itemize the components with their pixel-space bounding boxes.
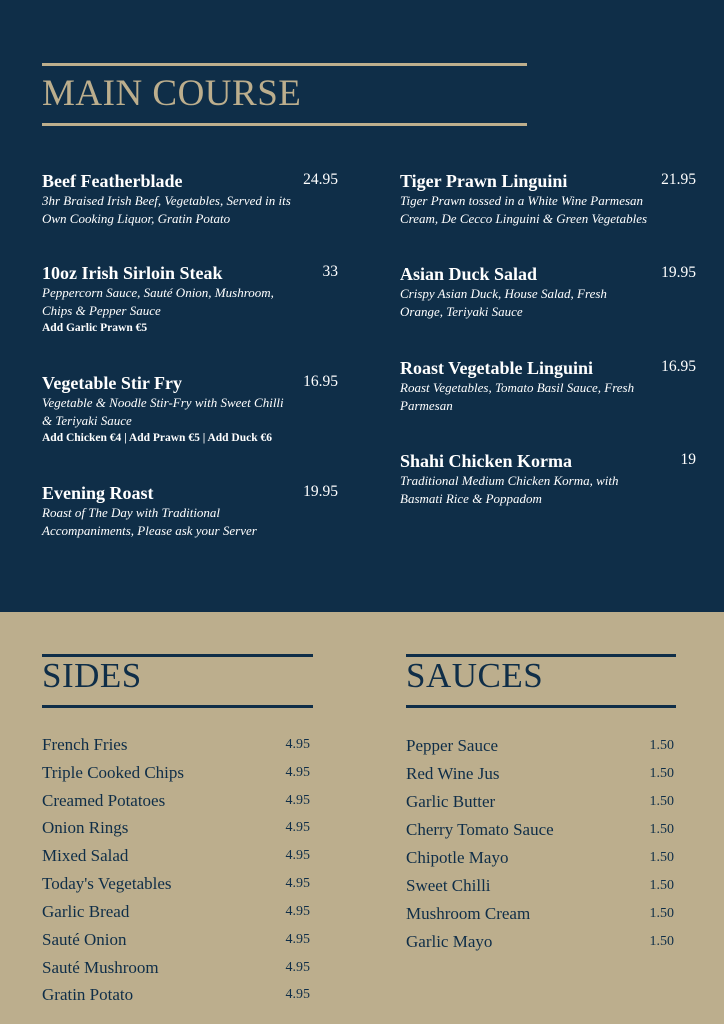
sauces-bottom-rule (406, 705, 676, 708)
menu-item-description: Crispy Asian Duck, House Salad, Fresh Orange, Teriyaki Sauce (400, 286, 607, 319)
menu-item-name: Tiger Prawn Linguini (400, 171, 568, 191)
side-price: 4.95 (285, 876, 310, 891)
sauce-price: 1.50 (649, 934, 674, 949)
side-price: 4.95 (285, 987, 310, 1002)
sauce-price: 1.50 (649, 822, 674, 837)
list-item (406, 763, 674, 791)
sauce-name: Chipotle Mayo (406, 848, 509, 867)
list-item (406, 903, 674, 931)
list-item (42, 984, 310, 1012)
menu-item-name: Roast Vegetable Linguini (400, 358, 594, 378)
sauce-price: 1.50 (649, 738, 674, 753)
sauce-price: 1.50 (649, 906, 674, 921)
sauces-heading: SAUCES (406, 656, 544, 695)
menu-item (400, 450, 696, 507)
menu-item-description: Tiger Prawn tossed in a White Wine Parmesan Cream, De Cecco Linguini & Green Vegetables (400, 193, 648, 226)
sauce-name: Mushroom Cream (406, 904, 531, 923)
menu-item (400, 170, 696, 227)
menu-item (400, 357, 696, 414)
list-item (42, 845, 310, 873)
list-item (406, 735, 674, 763)
menu-item-name: Beef Featherblade (42, 171, 183, 191)
menu-item-name: Shahi Chicken Korma (400, 451, 573, 471)
list-item (42, 790, 310, 818)
list-item (406, 931, 674, 959)
list-item (42, 929, 310, 957)
menu-item-price: 16.95 (303, 373, 338, 390)
side-name: Onion Rings (42, 818, 129, 837)
side-name: Today's Vegetables (42, 874, 172, 893)
menu-item-description: Vegetable & Noodle Stir-Fry with Sweet Chilli & Teriyaki Sauce (42, 395, 284, 428)
list-item (42, 957, 310, 985)
menu-item (42, 170, 338, 227)
menu-item-addon: Add Chicken €4 | Add Prawn €5 | Add Duck €6 (42, 432, 273, 444)
menu-item-description: Roast of The Day with Traditional Accompaniments, Please ask your Server (42, 505, 257, 538)
menu-item-price: 16.95 (661, 358, 696, 375)
menu-item-price: 19.95 (303, 483, 338, 500)
menu-item-description: Peppercorn Sauce, Sauté Onion, Mushroom, Chips & Pepper Sauce (42, 285, 274, 318)
side-price: 4.95 (285, 960, 310, 975)
main-course-heading: MAIN COURSE (42, 73, 302, 114)
sauce-name: Garlic Butter (406, 792, 496, 811)
menu-item-description: 3hr Braised Irish Beef, Vegetables, Served in its Own Cooking Liquor, Gratin Potato (42, 193, 291, 226)
list-item (42, 817, 310, 845)
list-item (42, 734, 310, 762)
menu-item-price: 19 (680, 451, 696, 468)
menu-item-description: Roast Vegetables, Tomato Basil Sauce, Fresh Parmesan (400, 380, 635, 413)
menu-item-description: Traditional Medium Chicken Korma, with Basmati Rice & Poppadom (400, 473, 619, 506)
side-price: 4.95 (285, 765, 310, 780)
menu-item (42, 262, 338, 336)
side-name: Sauté Onion (42, 930, 127, 949)
sauce-price: 1.50 (649, 766, 674, 781)
side-name: Garlic Bread (42, 902, 130, 921)
sauce-price: 1.50 (649, 850, 674, 865)
side-price: 4.95 (285, 904, 310, 919)
list-item (42, 762, 310, 790)
list-item (406, 847, 674, 875)
menu-item-price: 21.95 (661, 171, 696, 188)
sauce-name: Red Wine Jus (406, 764, 500, 783)
side-name: Creamed Potatoes (42, 791, 166, 810)
sauce-name: Pepper Sauce (406, 736, 499, 755)
sauce-price: 1.50 (649, 878, 674, 893)
list-item (406, 819, 674, 847)
menu-item-price: 33 (322, 263, 338, 280)
side-price: 4.95 (285, 793, 310, 808)
sauce-name: Garlic Mayo (406, 932, 493, 951)
side-price: 4.95 (285, 932, 310, 947)
main-course-bottom-rule (42, 123, 527, 126)
sides-heading: SIDES (42, 656, 142, 695)
menu-item (400, 263, 696, 320)
side-name: Gratin Potato (42, 985, 134, 1004)
menu-item-name: Asian Duck Salad (400, 264, 538, 284)
menu-item-price: 19.95 (661, 264, 696, 281)
menu-item (42, 482, 338, 539)
side-name: Mixed Salad (42, 846, 129, 865)
list-item (406, 875, 674, 903)
side-price: 4.95 (285, 820, 310, 835)
sauce-name: Cherry Tomato Sauce (406, 820, 554, 839)
menu-item-price: 24.95 (303, 171, 338, 188)
sauce-name: Sweet Chilli (406, 876, 491, 895)
sides-bottom-rule (42, 705, 313, 708)
side-name: Triple Cooked Chips (42, 763, 185, 782)
main-course-top-rule (42, 63, 527, 66)
list-item (42, 901, 310, 929)
list-item (42, 873, 310, 901)
menu-item-name: Vegetable Stir Fry (42, 373, 182, 393)
side-name: Sauté Mushroom (42, 958, 159, 977)
side-price: 4.95 (285, 737, 310, 752)
menu-item-name: 10oz Irish Sirloin Steak (42, 263, 223, 283)
menu-item (42, 372, 338, 446)
side-name: French Fries (42, 735, 128, 754)
menu-item-name: Evening Roast (42, 483, 154, 503)
menu-item-addon: Add Garlic Prawn €5 (42, 322, 148, 334)
list-item (406, 791, 674, 819)
side-price: 4.95 (285, 848, 310, 863)
sauce-price: 1.50 (649, 794, 674, 809)
